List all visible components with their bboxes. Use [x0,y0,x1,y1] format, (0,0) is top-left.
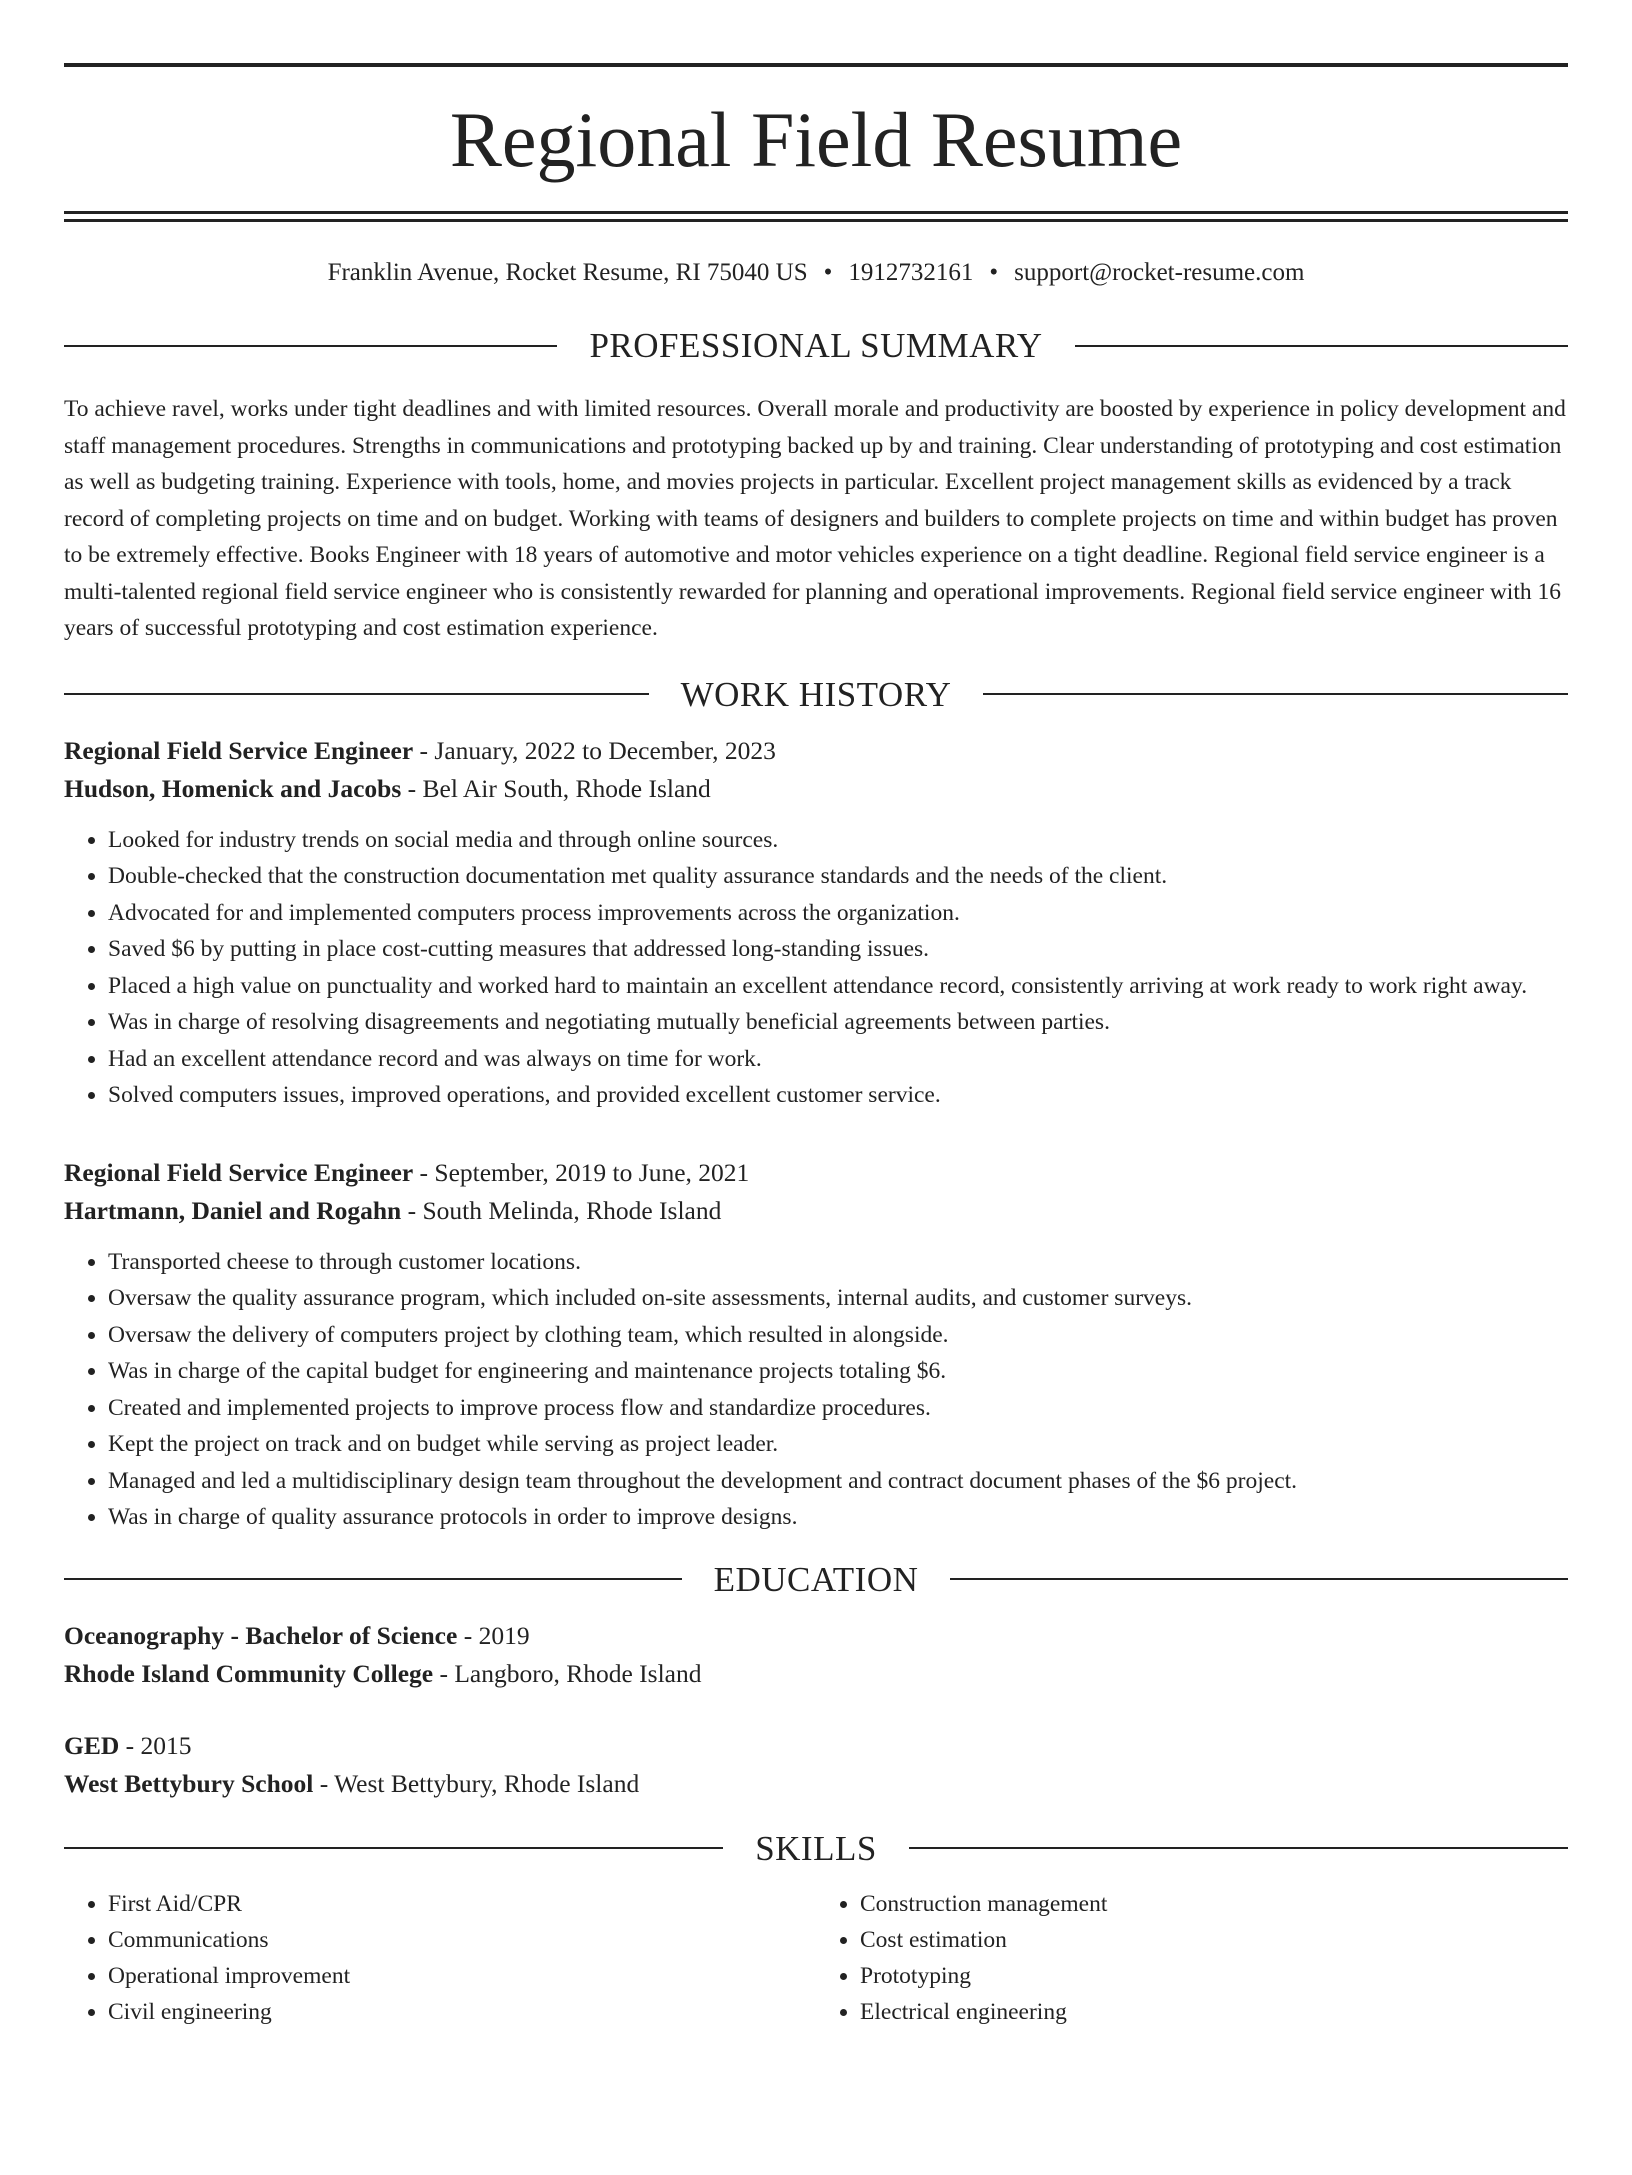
skill-item: • Communications [108,1922,816,1958]
education-degree: GED [64,1730,120,1760]
skill-item: • Cost estimation [860,1922,1568,1958]
skills-column-left [64,1886,816,2030]
job-bullet: • Oversaw the quality assurance program, which included on-site assessments, internal audits, and customer surveys. [108,1280,1568,1317]
job-bullet: • Transported cheese to through customer locations. [108,1244,1568,1281]
job-bullet: • Managed and led a multidisciplinary design team throughout the development and contract document phases of the $6 project. [108,1463,1568,1500]
section-rule-right [950,1578,1568,1580]
section-header-summary [64,328,1568,363]
job-dates: September, 2019 to June, 2021 [434,1157,750,1187]
dash-separator: - [413,735,435,765]
job-bullet: • Kept the project on track and on budget while serving as project leader. [108,1426,1568,1463]
section-rule-left [64,693,649,695]
section-rule-left [64,1578,682,1580]
dash-separator: - [413,1157,435,1187]
job-bullet: • Advocated for and implemented computers process improvements across the organization. [108,895,1568,932]
job-entry [64,1154,1568,1536]
education-school-line [64,1765,1568,1803]
education-location: West Bettybury, Rhode Island [334,1768,640,1798]
education-year: 2019 [478,1620,530,1650]
skill-item: • Operational improvement [108,1958,816,1994]
summary-paragraph: To achieve ravel, works under tight deadlines and with limited resources. Overall morale and productivity are boosted by experience in policy development and staff management procedures. Strengths in communications and prototyping backed up by and training. Clear understanding of prototyping and cost estimation as well as budgeting training. Experience with tools, home, and movies projects in particular. Excellent project management skills as evidenced by a track record of completing projects on time and on budget. Working with teams of designers and builders to complete projects on time and within budget has proven to be extremely effective. Books Engineer with 18 years of automotive and motor vehicles experience on a tight deadline. Regional field service engineer is a multi-talented regional field service engineer who is consistently rewarded for planning and operational improvements. Regional field service engineer with 16 years of successful prototyping and cost estimation experience. [64,396,1566,641]
skill-item: • First Aid/CPR [108,1886,816,1922]
contact-line [64,258,1568,288]
skill-item: • Electrical engineering [860,1994,1568,2030]
job-title: Regional Field Service Engineer [64,1157,414,1187]
resume-title: Regional Field Resume [449,96,1183,183]
section-title: EDUCATION [713,1559,919,1599]
job-bullet: • Oversaw the delivery of computers project by clothing team, which resulted in alongside. [108,1317,1568,1354]
job-company: Hartmann, Daniel and Rogahn [64,1195,402,1225]
contact-email: support@rocket-resume.com [1014,259,1305,286]
job-dates: January, 2022 to December, 2023 [434,735,776,765]
dash-separator: - [401,1195,423,1225]
job-location: Bel Air South, Rhode Island [422,773,711,803]
job-bullet: • Was in charge of the capital budget for engineering and maintenance projects totaling $6. [108,1353,1568,1390]
dash-separator: - [433,1658,455,1688]
job-entry [64,732,1568,1114]
section-header-education [64,1559,1568,1599]
job-title-line [64,732,1568,770]
section-rule-right [909,1847,1568,1849]
education-list [64,1617,1568,1803]
education-degree-line [64,1617,1568,1655]
skills-grid [64,1886,1568,2030]
section-rule-right [983,693,1568,695]
education-degree-line [64,1727,1568,1765]
job-title-line [64,1154,1568,1192]
resume-page [0,63,1632,2175]
skills-column-right [816,1886,1568,2030]
skill-item: • Civil engineering [108,1994,816,2030]
top-rule [64,63,1568,67]
education-entry [64,1727,1568,1803]
job-company-line [64,1192,1568,1230]
job-company: Hudson, Homenick and Jacobs [64,773,402,803]
contact-separator: • [823,259,833,286]
contact-address: Franklin Avenue, Rocket Resume, RI 75040 US [327,259,808,286]
education-degree: Oceanography - Bachelor of Science [64,1620,458,1650]
job-bullet: • Saved $6 by putting in place cost-cutting measures that addressed long-standing issues. [108,931,1568,968]
section-rule-left [64,1847,723,1849]
job-bullet: • Looked for industry trends on social media and through online sources. [108,822,1568,859]
job-bullets [64,1244,1568,1536]
job-bullet: • Placed a high value on punctuality and worked hard to maintain an excellent attendance record, consistently arriving at work ready to work right away. [108,968,1568,1005]
education-school-line [64,1655,1568,1693]
job-bullet: • Double-checked that the construction documentation met quality assurance standards and the needs of the client. [108,858,1568,895]
job-location: South Melinda, Rhode Island [422,1195,722,1225]
education-year: 2015 [140,1730,192,1760]
section-title: PROFESSIONAL SUMMARY [589,326,1043,365]
section-header-skills [64,1828,1568,1868]
job-bullet: • Was in charge of quality assurance protocols in order to improve designs. [108,1499,1568,1536]
job-bullet: • Created and implemented projects to improve process flow and standardize procedures. [108,1390,1568,1427]
education-school: Rhode Island Community College [64,1658,434,1688]
dash-separator: - [313,1768,335,1798]
job-bullet: • Solved computers issues, improved operations, and provided excellent customer service. [108,1077,1568,1114]
education-entry [64,1617,1568,1693]
section-title: SKILLS [755,1828,877,1868]
education-school: West Bettybury School [64,1768,314,1798]
title-double-rule [64,211,1568,222]
education-location: Langboro, Rhode Island [454,1658,702,1688]
job-company-line [64,770,1568,808]
skill-item: • Prototyping [860,1958,1568,1994]
section-title: WORK HISTORY [680,674,952,714]
contact-separator: • [989,259,999,286]
job-title: Regional Field Service Engineer [64,735,414,765]
dash-separator: - [457,1620,479,1650]
dash-separator: - [119,1730,141,1760]
contact-phone: 1912732161 [848,259,974,286]
work-history-list [64,732,1568,1536]
job-bullet: • Was in charge of resolving disagreements and negotiating mutually beneficial agreements between parties. [108,1004,1568,1041]
section-header-work [64,674,1568,714]
section-rule-left [64,345,557,347]
dash-separator: - [401,773,423,803]
skill-item: • Construction management [860,1886,1568,1922]
job-bullet: • Had an excellent attendance record and was always on time for work. [108,1041,1568,1078]
section-rule-right [1075,345,1568,347]
job-bullets [64,822,1568,1114]
